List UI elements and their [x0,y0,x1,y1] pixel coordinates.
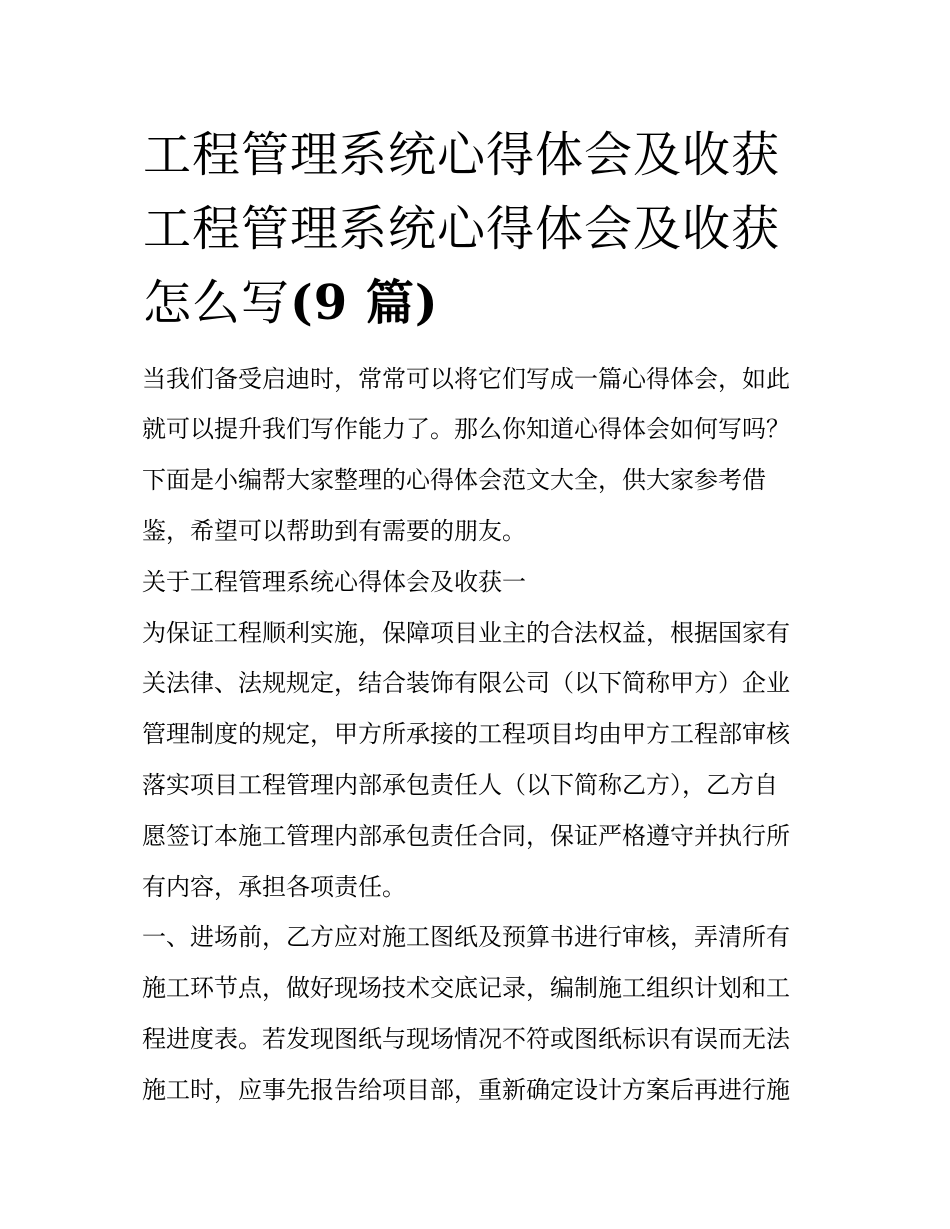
body-line: 为保证工程顺利实施，保障项目业主的合法权益，根据国家有 [142,619,790,647]
section-heading: 关于工程管理系统心得体会及收获一 [142,568,526,596]
body-line: 管理制度的规定，甲方所承接的工程项目均由甲方工程部审核 [142,720,790,748]
title-line-2: 工程管理系统心得体会及收获 [143,201,781,257]
title-line-3 [143,266,823,340]
body-line: 愿签订本施工管理内部承包责任合同，保证严格遵守并执行所 [142,822,790,850]
body-line: 鉴，希望可以帮助到有需要的朋友。 [142,517,526,545]
body-line: 下面是小编帮大家整理的心得体会范文大全，供大家参考借 [142,466,766,494]
document-title [143,118,823,340]
body-line: 施工环节点，做好现场技术交底记录，编制施工组织计划和工 [142,974,790,1002]
body-line: 有内容，承担各项责任。 [142,873,406,901]
body-line: 就可以提升我们写作能力了。那么你知道心得体会如何写吗？ [142,415,790,443]
body-line: 程进度表。若发现图纸与现场情况不符或图纸标识有误而无法 [142,1025,790,1053]
title-line-1: 工程管理系统心得体会及收获 [143,127,781,183]
title-line-3-prefix: 怎么写 [143,275,291,331]
body-line: 一、进场前，乙方应对施工图纸及预算书进行审核，弄清所有 [142,923,790,951]
title-line-3-count: (9 篇) [290,275,439,331]
body-line: 落实项目工程管理内部承包责任人（以下简称乙方），乙方自 [142,771,778,799]
body-line: 施工时，应事先报告给项目部，重新确定设计方案后再进行施 [142,1076,790,1104]
body-line: 当我们备受启迪时，常常可以将它们写成一篇心得体会，如此 [142,365,790,393]
body-line: 关法律、法规规定，结合装饰有限公司（以下简称甲方）企业 [142,669,790,697]
